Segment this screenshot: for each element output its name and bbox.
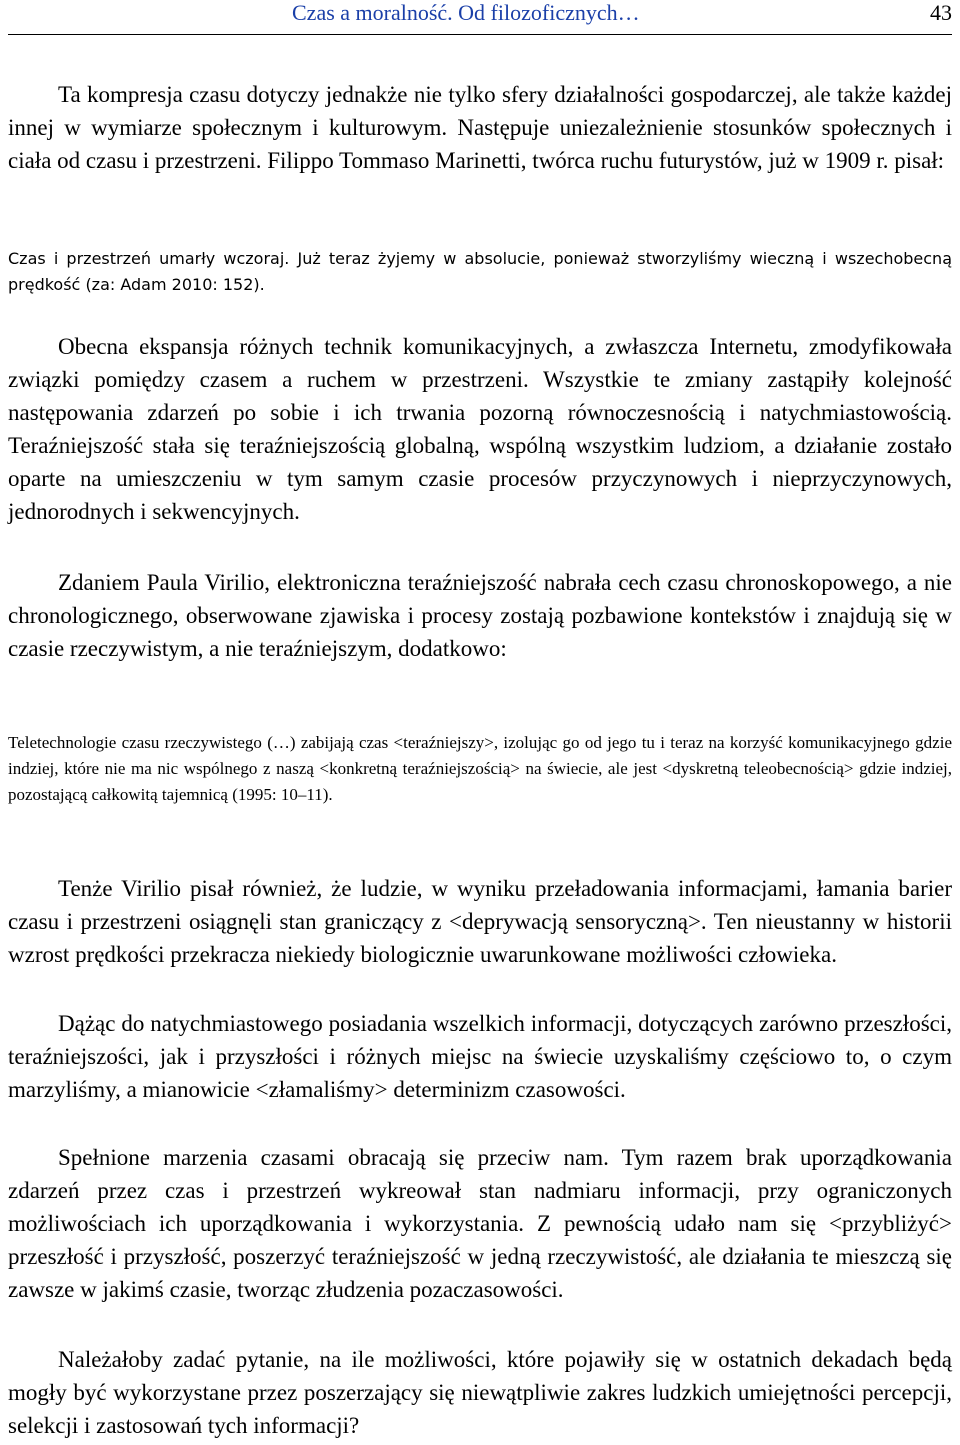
running-title: Czas a moralność. Od filozoficznych… xyxy=(292,0,640,25)
block-quote-virilio: Teletechnologie czasu rzeczywistego (…) zabijają czas <teraźniejszy>, izolując go od jego tu i teraz na korzyść komunikacyjnego gdzie indziej, które nie ma nic wspólnego z naszą <konkretną teraźniejszością> na świecie, ale jest <dyskretną teleobecnością> gdzie indziej, pozostającą całkowitą tajemnicą (1995: 10–11). xyxy=(8,733,952,804)
paragraph-5: Dążąc do natychmiastowego posiadania wszelkich informacji, dotyczących zarówno przeszłości, teraźniejszości, jak i przyszłości i różnych miejsc na świecie uzyskaliśmy częściowo to, o czym marzyliśmy, a mianowicie <złamaliśmy> determinizm czasowości. xyxy=(8,1011,952,1102)
paragraph-1: Ta kompresja czasu dotyczy jednakże nie tylko sfery działalności gospodarczej, ale także każdej innej w wymiarze społecznym i kulturowym. Następuje uniezależnienie stosunków społecznych i ciała od czasu i przestrzeni. Filippo Tommaso Marinetti, twórca ruchu futurystów, już w 1909 r. pisał: xyxy=(8,82,952,173)
paragraph-6: Spełnione marzenia czasami obracają się przeciw nam. Tym razem brak uporządkowania zdarzeń przez czas i przestrzeń wykreował stan nadmiaru informacji, przy ograniczonych możliwościach ich uporządkowania i wykorzystania. Z pewnością udało nam się <przybliżyć> przeszłość i przyszłość, poszerzyć teraźniejszość w jedną rzeczywistość, ale działania te mieszczą się zawsze w jakimś czasie, tworząc złudzenia pozaczasowości. xyxy=(8,1145,952,1302)
paragraph-3: Zdaniem Paula Virilio, elektroniczna teraźniejszość nabrała cech czasu chronoskopowego, a nie chronologicznego, obserwowane zjawiska i procesy zostają pozbawione kontekstów i znajdują się w czasie rzeczywistym, a nie teraźniejszym, dodatkowo: xyxy=(8,570,952,661)
header-rule xyxy=(8,34,952,35)
running-header xyxy=(0,0,960,38)
page-number: 43 xyxy=(930,0,952,25)
block-quote-marinetti: Czas i przestrzeń umarły wczoraj. Już teraz żyjemy w absolucie, ponieważ stworzyliśmy wieczną i wszechobecną prędkość (za: Adam 2010: 152). xyxy=(8,249,952,294)
paragraph-7: Należałoby zadać pytanie, na ile możliwości, które pojawiły się w ostatnich dekadach będą mogły być wykorzystane przez poszerzający się niewątpliwie zakres ludzkich umiejętności percepcji, selekcji i zastosowań tych informacji? xyxy=(8,1347,952,1438)
paragraph-4: Tenże Virilio pisał również, że ludzie, w wyniku przeładowania informacjami, łamania barier czasu i przestrzeni osiągnęli stan graniczący z <deprywacją sensoryczną>. Ten nieustanny w historii wzrost prędkości przekracza niekiedy biologicznie uwarunkowane możliwości człowieka. xyxy=(8,876,952,967)
paragraph-2: Obecna ekspansja różnych technik komunikacyjnych, a zwłaszcza Internetu, zmodyfikowała związki pomiędzy czasem a ruchem w przestrzeni. Wszystkie te zmiany zastąpiły kolejność następowania zdarzeń po sobie i ich trwania pozorną równoczesnością i natychmiastowością. Teraźniejszość stała się teraźniejszością globalną, wspólną wszystkim ludziom, a działanie zostało oparte na umieszczeniu w tym samym czasie procesów przyczynowych i nieprzyczynowych, jednorodnych i sekwencyjnych. xyxy=(8,334,952,524)
